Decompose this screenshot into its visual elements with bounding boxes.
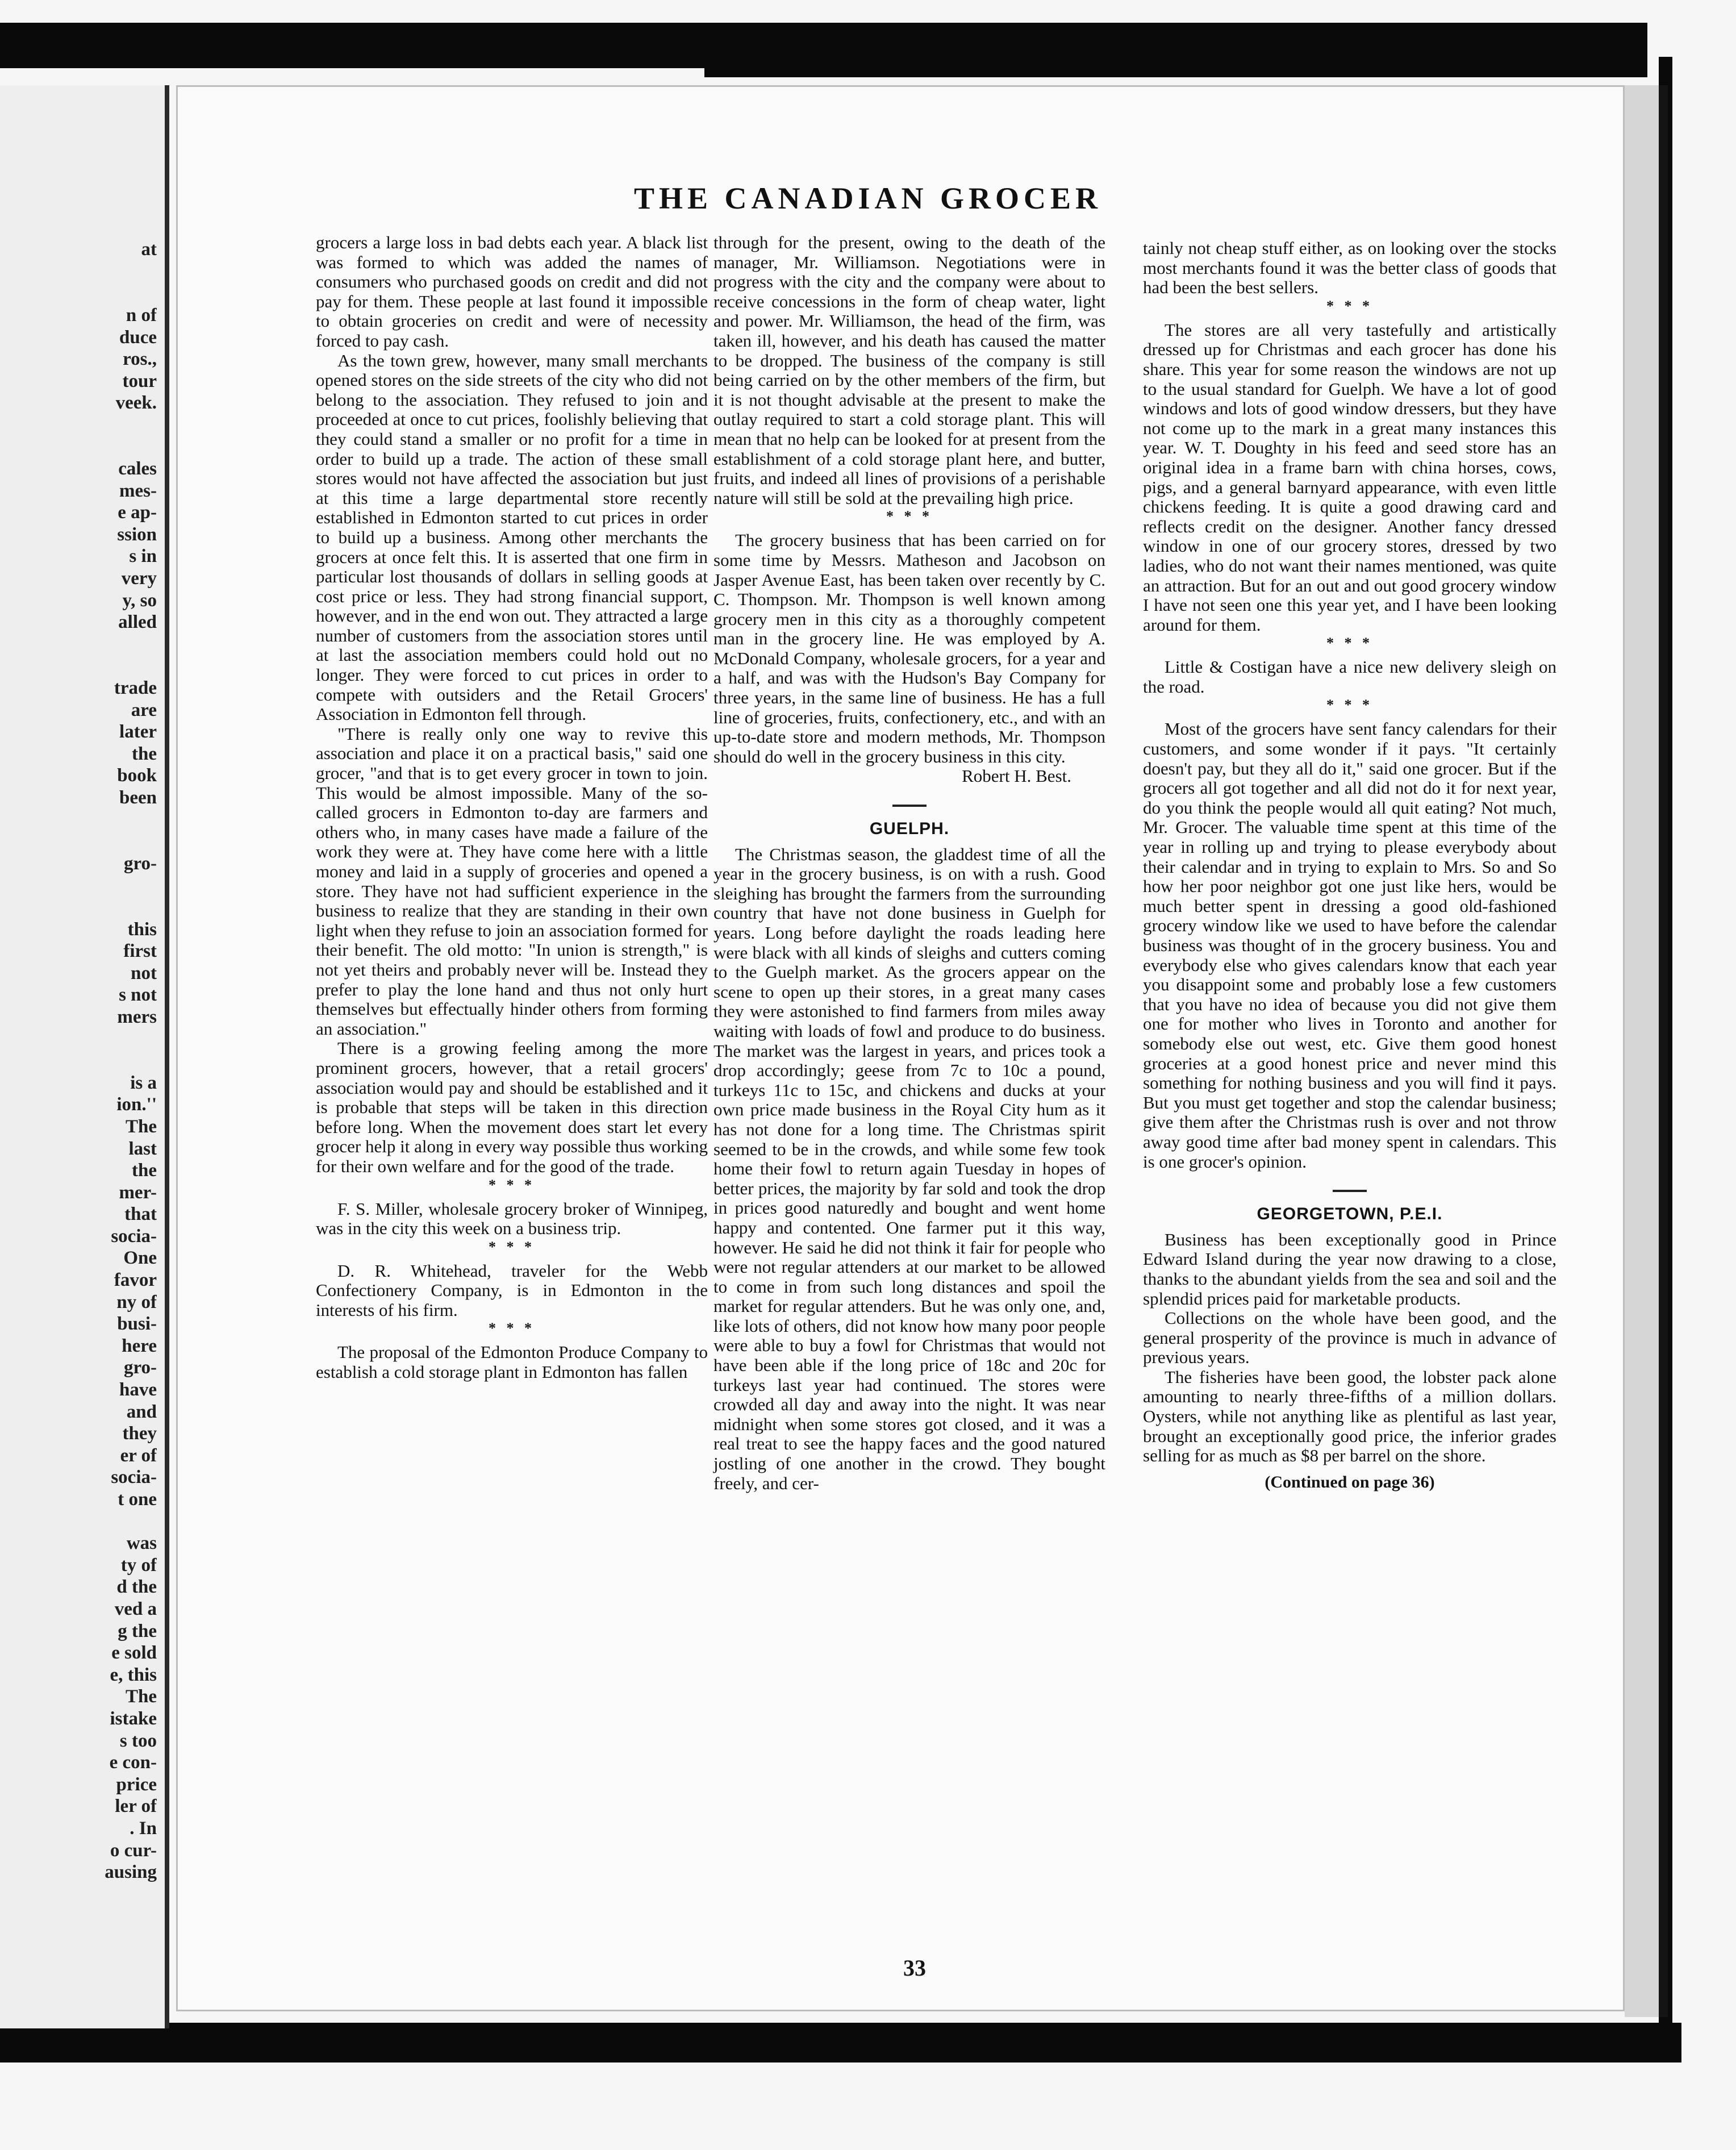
- adjacent-page-line: [0, 436, 157, 459]
- adjacent-page-line: this: [127, 919, 157, 940]
- adjacent-page-line: [0, 414, 157, 436]
- adjacent-page-line: istake: [110, 1708, 157, 1729]
- adjacent-page-line: cales: [118, 459, 157, 480]
- adjacent-page-line: tour: [122, 370, 157, 391]
- article-paragraph: The fisheries have been good, the lobster pack alone amounting to nearly three-fifths of a million dollars. Oysters, while not anything like as plentiful as last year, brought an exceptionally good price, the inferior grades selling for as much as $8 per barrel on the shore.: [1143, 1366, 1556, 1466]
- news-item-windows: The stores are all very tastefully and artistically dressed up for Christmas and each grocer has done his share. This year for some reason the windows are not up to the usual standard for Guelph. We have a lot of good windows and lots of good window dressers, but they have not come up to the mark in a great many instances this year. W. T. Doughty in his feed and seed store has an original idea in a frame barn with china horses, cows, pigs, and a general barnyard appearance, with even little chickens feeding. It is quite a good drawing card and reflects credit on the designer. Another fancy dressed window in one of our grocery stores, dressed by two ladies, who do not want their names mentioned, was quite an attraction. But for an out and out good grocery window I have not seen one this year yet, and I have been looking around for them.: [1143, 319, 1556, 635]
- adjacent-page-line: [0, 107, 157, 130]
- adjacent-page-line: ny of: [116, 1291, 157, 1313]
- adjacent-page-line: [0, 217, 157, 239]
- adjacent-page-line: was: [126, 1533, 157, 1554]
- adjacent-page-line: [0, 874, 157, 897]
- adjacent-page-line: socia-: [111, 1226, 157, 1247]
- adjacent-page-line: s in: [129, 546, 157, 567]
- adjacent-page-line: trade: [114, 678, 157, 699]
- adjacent-page-line: [0, 831, 157, 853]
- news-item-thompson: The grocery business that has been carried on for some time by Messrs. Matheson and Jacobson on Jasper Avenue East, has been taken over recently by C. C. Thompson. Mr. Thompson is well known among grocery men in this city as a thoroughly competent man in the grocery line. He was employed by A. McDonald Company, wholesale grocers, for a year and a half, and was with the Hudson's Bay Company for three years, in the same line of business. He has a full line of groceries, fruits, confectionery, etc., and with an up-to-date store and modern methods, Mr. Thompson should do well in the grocery business in this city.: [713, 530, 1105, 766]
- page-number: 33: [903, 1955, 926, 1981]
- adjacent-page-line: s too: [119, 1730, 157, 1751]
- section-separator-stars: * * *: [489, 1176, 535, 1193]
- column-3: [1143, 239, 1556, 1492]
- adjacent-page-line: e sold: [111, 1643, 157, 1664]
- article-paragraph: The Christmas season, the gladdest time of all the year in the grocery business, is on with a rush. Good sleighing has brought the farmers from the surrounding country that have not done business in Guelph for years. Long before daylight the roads leading here were black with all kinds of sleighs and cutters coming to the Guelph market. As the grocers appear on the scene to open up their stores, in a great many cases they were astonished to find farmers from miles away waiting with loads of fowl and produce to do business. The market was the largest in years, and prices took a drop accordingly; geese from 7c to 10c a pound, turkeys 11c to 15c, and chickens and ducks at your own price made business in the Royal City hum as it has not done for a long time. The Christmas spirit seemed to be in the crowds, and while some few took home their fowl to return again Tuesday in hopes of better prices, the majority by far sold and took the drop in prices good naturedly and bought and went home happy and contented. One farmer put it this way, however. He said he did not think it fair for people who were not regular attenders at our market to be allowed to come in from such long distances and spoil the market for regular attenders. But he was only one, and, like lots of others, did not know how many poor people were able to buy a fowl for Christmas that would not have been able if the long price of 18c and 20c for turkeys last year had continued. The stores were crowded all day and away into the night. It was near midnight when some stores got closed, and it was a real treat to see the happy faces and the good natured jostling of one another in the crowd. They bought freely, and cer-: [713, 844, 1105, 1493]
- section-separator-stars: * * *: [489, 1320, 535, 1337]
- adjacent-page-line: One: [123, 1248, 157, 1269]
- adjacent-page-line: . In: [130, 1818, 157, 1839]
- adjacent-page-line: gro-: [123, 853, 157, 874]
- adjacent-page-line: [0, 1050, 157, 1072]
- bottom-dark-border: [0, 2023, 1681, 2062]
- adjacent-page-line: is a: [130, 1072, 157, 1093]
- article-paragraph: There is a growing feeling among the more prominent grocers, however, that a retail grocers' association would pay and should be established and it is probable that steps will be taken in this direction before long. When the movement does start let every grocer help it along in every way possible thus working for their own welfare and for the good of the trade.: [316, 1038, 708, 1176]
- section-separator-stars: * * *: [1326, 297, 1373, 314]
- adjacent-page-line: [0, 655, 157, 677]
- adjacent-page-line: [0, 85, 157, 107]
- adjacent-page-line: that: [124, 1204, 157, 1225]
- section-rule: [892, 805, 927, 807]
- section-separator-stars: * * *: [489, 1238, 535, 1255]
- section-heading-guelph: GUELPH.: [869, 819, 950, 839]
- adjacent-page-line: last: [128, 1138, 157, 1159]
- adjacent-page-line: later: [119, 722, 157, 743]
- page-edge-strip: [1625, 85, 1668, 2017]
- news-item-whitehead: D. R. Whitehead, traveler for the Webb Confectionery Company, is in Edmonton in the interests of his firm.: [316, 1260, 708, 1320]
- adjacent-page-line: have: [119, 1380, 157, 1401]
- adjacent-page-fragment: [0, 85, 169, 2028]
- adjacent-page-line: favor: [114, 1270, 157, 1291]
- adjacent-page-line: been: [119, 788, 157, 808]
- adjacent-page-line: [0, 1028, 157, 1051]
- article-paragraph: through for the present, owing to the death of the manager, Mr. Williamson. Negotiations were in progress with the city and the company were about to receive concessions in the form of cheap water, light and power. Mr. Williamson, the head of the firm, was taken ill, however, and his death has caused the matter to be dropped. The business of the company is still being carried on by the other members of the firm, but it is not thought advisable at the present to make the outlay required to start a cold storage plant. This will mean that no help can be looked for at present from the establishment of a cold storage plant here, and butter, fruits, and indeed all lines of provisions of a perishable nature will still be sold at the prevailing high price.: [713, 232, 1105, 508]
- news-item-cold-storage: The proposal of the Edmonton Produce Company to establish a cold storage plant in Edmonton has fallen: [316, 1342, 708, 1382]
- adjacent-page-line: not: [131, 963, 157, 984]
- adjacent-page-line: alled: [118, 612, 157, 633]
- adjacent-page-line: [0, 897, 157, 919]
- news-item-calendars: Most of the grocers have sent fancy calendars for their customers, and some wonder if it pays. "It certainly doesn't pay, but they all do it," said one grocer. But if the grocers all got together and all did not do it for next year, do you think the people would all quit eating? Not much, Mr. Grocer. The valuable time spent at this time of the year in rolling up and trying to please everybody about their calendar and in trying to explain to Mrs. So and So how her poor neighbor got one just like hers, would be much better spent in dressing a good old-fashioned grocery window like we used to have before the calendar business was thought of in the grocery business. You and everybody else who gives calendars know that each year you disappoint some and probably lose a few customers that you have no idea of because you did not give them one for mother who lives in Toronto and another for somebody else out west, etc. Give them good honest groceries at a good honest price and never mind this something for nothing business and you will find it pays. But you must get together and stop the calendar business; give them after the Christmas rush is over and not throw away good time after bad money spent in calendars. This is one grocer's opinion.: [1143, 719, 1556, 1172]
- adjacent-page-line: n of: [126, 305, 157, 326]
- adjacent-page-line: [0, 1511, 157, 1533]
- adjacent-page-line: The: [125, 1686, 157, 1707]
- adjacent-page-line: ion.'': [116, 1094, 157, 1115]
- adjacent-page-line: d the: [116, 1577, 157, 1598]
- adjacent-page-line: ved a: [114, 1598, 157, 1619]
- article-paragraph: tainly not cheap stuff either, as on looking over the stocks most merchants found it was the better class of goods that had been the best sellers.: [1143, 238, 1556, 298]
- article-paragraph: grocers a large loss in bad debts each year. A black list was formed to which was added the names of consumers who purchased goods on credit and did not pay for them. These people at last found it impossible to obtain groceries on credit and were of necessity forced to pay cash.: [316, 232, 708, 351]
- adjacent-page-line: e ap-: [118, 502, 157, 523]
- adjacent-page-line: e con-: [109, 1752, 157, 1773]
- adjacent-page-line: o cur-: [110, 1840, 157, 1861]
- adjacent-page-line: very: [121, 568, 157, 589]
- adjacent-page-line: The: [125, 1116, 157, 1137]
- adjacent-page-line: busi-: [117, 1314, 157, 1335]
- adjacent-page-line: y, so: [122, 590, 157, 611]
- adjacent-page-line: socia-: [111, 1467, 157, 1488]
- column-1: [316, 233, 708, 1382]
- adjacent-page-line: ros.,: [123, 349, 157, 370]
- article-paragraph: As the town grew, however, many small merchants opened stores on the side streets of the city who did not belong to the association. They refused to join and proceeded at once to cut prices, foolishly believing that they could stand a smaller or no profit for a time in order to build up a trade. The action of these small stores would not have affected the association but just at this time a large departmental store recently established in Edmonton started to cut prices in order to build up a business. Among other merchants the grocers at once felt this. It is asserted that one firm in particular lost thousands of dollars in selling goods at cost price or less. They had strong financial support, however, and in the end won out. They attracted a large number of customers from the association stores until at last the association members could hold out no longer. They were forced to cut prices in order to compete with outsiders and the Retail Grocers' Association in Edmonton fell through.: [316, 350, 708, 724]
- adjacent-page-line: ssion: [117, 524, 157, 545]
- section-separator-stars: * * *: [1326, 635, 1373, 652]
- adjacent-page-line: [0, 809, 157, 831]
- adjacent-page-line: first: [123, 941, 157, 962]
- continued-notice: (Continued on page 36): [1265, 1472, 1435, 1491]
- adjacent-page-line: here: [122, 1335, 157, 1356]
- adjacent-page-line: book: [117, 765, 157, 786]
- adjacent-page-line: [0, 129, 157, 151]
- article-paragraph: "There is really only one way to revive this association and place it on a practical basis," said one grocer, "and that is to get every grocer in town to join. This would be almost impossible. Many of the so-called grocers in Edmonton to-day are farmers and others who, in many cases have made a failure of the work they were at. They have come here with a little money and laid in a supply of groceries and opened a store. They have not had sufficient experience in the business to realize that they are standing in their own light when they refuse to join an association formed for their benefit. The old motto: "In union is strength," is not yet theirs and probably never will be. Instead they prefer to play the lone hand and thus not only hurt themselves but effectually hinder others from forming an association.": [316, 723, 708, 1039]
- adjacent-page-line: the: [132, 743, 157, 764]
- column-2: [713, 233, 1105, 1493]
- section-heading-georgetown: GEORGETOWN, P.E.I.: [1257, 1205, 1443, 1224]
- adjacent-page-line: t one: [118, 1489, 157, 1510]
- adjacent-page-line: ausing: [105, 1862, 157, 1883]
- adjacent-page-line: ler of: [115, 1796, 157, 1817]
- news-item-miller: F. S. Miller, wholesale grocery broker of Winnipeg, was in the city this week on a business trip.: [316, 1198, 708, 1239]
- adjacent-page-line: mers: [117, 1006, 157, 1027]
- section-rule: [1333, 1190, 1367, 1192]
- adjacent-page-line: the: [132, 1160, 157, 1181]
- adjacent-page-line: price: [116, 1774, 157, 1795]
- adjacent-page-line: mer-: [119, 1182, 157, 1203]
- adjacent-page-line: gro-: [123, 1357, 157, 1378]
- section-separator-stars: * * *: [1326, 697, 1373, 714]
- news-item-little-costigan: Little & Costigan have a nice new delivery sleigh on the road.: [1143, 657, 1556, 697]
- adjacent-page-line: mes-: [119, 480, 157, 501]
- adjacent-page-line: g the: [118, 1620, 157, 1641]
- adjacent-page-line: ty of: [120, 1555, 157, 1576]
- adjacent-page-line: they: [122, 1423, 157, 1444]
- adjacent-page-line: and: [126, 1401, 157, 1422]
- article-paragraph: Collections on the whole have been good, and the general prosperity of the province is much in advance of previous years.: [1143, 1308, 1556, 1368]
- correspondent-signature: Robert H. Best.: [962, 766, 1071, 786]
- running-header: THE CANADIAN GROCER: [633, 181, 1103, 215]
- section-separator-stars: * * *: [886, 508, 933, 525]
- adjacent-page-line: e, this: [110, 1664, 157, 1685]
- adjacent-page-line: at: [141, 239, 157, 260]
- adjacent-page-line: [0, 634, 157, 656]
- adjacent-page-line: [0, 151, 157, 173]
- adjacent-page-text-column: [0, 85, 165, 1884]
- adjacent-page-line: [0, 282, 157, 305]
- article-paragraph: Business has been exceptionally good in Prince Edward Island during the year now drawing to a close, thanks to the abundant yields from the sea and soil and the splendid prices paid for marketable products.: [1143, 1229, 1556, 1309]
- adjacent-page-line: veek.: [115, 393, 157, 414]
- adjacent-page-line: duce: [119, 327, 157, 348]
- top-right-dark-border: [704, 55, 1647, 77]
- adjacent-page-line: are: [131, 699, 157, 720]
- adjacent-page-line: s not: [119, 985, 157, 1006]
- adjacent-page-line: [0, 261, 157, 283]
- adjacent-page-line: er of: [120, 1445, 157, 1466]
